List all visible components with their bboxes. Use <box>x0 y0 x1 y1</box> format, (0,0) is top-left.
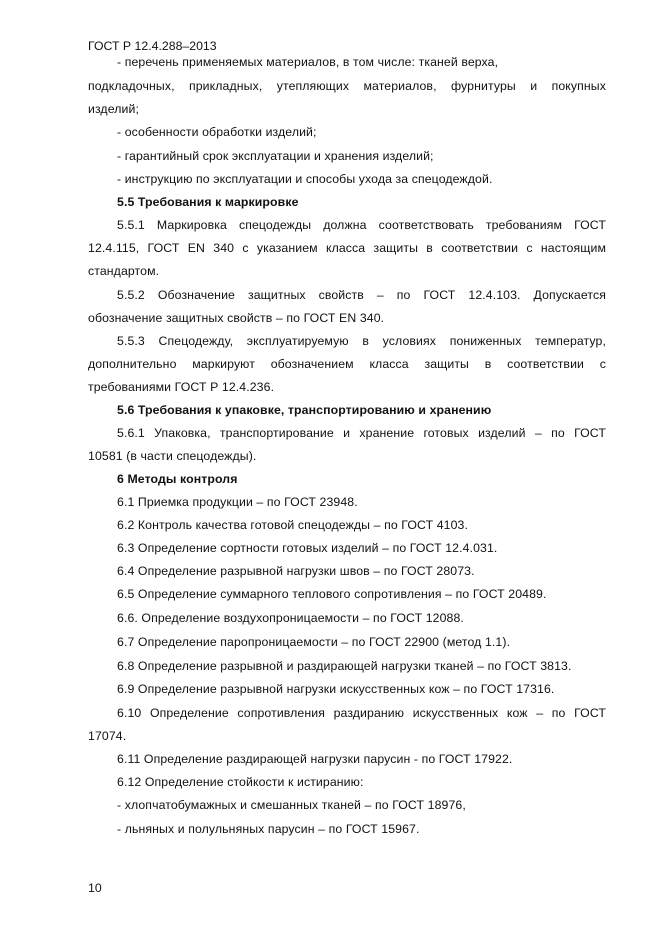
text-line: 6.9 Определение разрывной нагрузки искусственных кож – по ГОСТ 17316. <box>117 682 555 696</box>
text-line: 6.2 Контроль качества готовой спецодежды – по ГОСТ 4103. <box>117 518 468 532</box>
text-line: 6.6. Определение воздухопроницаемости – по ГОСТ 12088. <box>117 611 464 625</box>
text-line: 6.8 Определение разрывной и раздирающей нагрузки тканей – по ГОСТ 3813. <box>117 659 572 673</box>
section-heading: 5.6 Требования к упаковке, транспортированию и хранению <box>117 403 492 417</box>
text-line: 6.12 Определение стойкости к истиранию: <box>117 775 364 789</box>
text-line: 6.4 Определение разрывной нагрузки швов – по ГОСТ 28073. <box>117 564 475 578</box>
text-line: 5.5.2 Обозначение защитных свойств – по ГОСТ 12.4.103. Допускается <box>117 288 606 302</box>
text-line: 10581 (в части спецодежды). <box>88 449 257 463</box>
document-header: ГОСТ Р 12.4.288–2013 <box>88 39 217 53</box>
text-line: 6.3 Определение сортности готовых изделий – по ГОСТ 12.4.031. <box>117 541 498 555</box>
section-heading: 5.5 Требования к маркировке <box>117 195 299 209</box>
text-line: стандартом. <box>88 264 160 278</box>
list-item: - инструкцию по эксплуатации и способы ухода за спецодеждой. <box>117 172 493 186</box>
page-number: 10 <box>88 881 102 895</box>
text-line: изделий; <box>88 102 139 116</box>
text-line: 6.10 Определение сопротивления раздиранию искусственных кож – по ГОСТ <box>117 706 606 720</box>
section-heading: 6 Методы контроля <box>117 472 238 486</box>
text-line: 5.5.1 Маркировка спецодежды должна соответствовать требованиям ГОСТ <box>117 218 606 232</box>
text-line: 6.7 Определение паропроницаемости – по ГОСТ 22900 (метод 1.1). <box>117 635 511 649</box>
text-line: 6.5 Определение суммарного теплового сопротивления – по ГОСТ 20489. <box>117 587 547 601</box>
text-line: 6.1 Приемка продукции – по ГОСТ 23948. <box>117 495 358 509</box>
list-item: - хлопчатобумажных и смешанных тканей – по ГОСТ 18976, <box>117 798 466 812</box>
text-line: 5.6.1 Упаковка, транспортирование и хранение готовых изделий – по ГОСТ <box>117 426 606 440</box>
text-line: 12.4.115, ГОСТ EN 340 с указанием класса защиты в соответствии с настоящим <box>88 241 606 255</box>
text-line: 17074. <box>88 729 127 743</box>
list-item: - льняных и полульняных парусин – по ГОСТ 15967. <box>117 822 420 836</box>
text-line: подкладочных, прикладных, утепляющих материалов, фурнитуры и покупных <box>88 79 606 93</box>
list-item: - особенности обработки изделий; <box>117 125 317 139</box>
text-line: 6.11 Определение раздирающей нагрузки парусин - по ГОСТ 17922. <box>117 752 513 766</box>
list-item: - гарантийный срок эксплуатации и хранения изделий; <box>117 149 434 163</box>
text-line: обозначение защитных свойств – по ГОСТ EN 340. <box>88 311 385 325</box>
list-item: - перечень применяемых материалов, в том числе: тканей верха, <box>117 55 499 69</box>
text-line: дополнительно маркируют обозначением класса защиты в соответствии с <box>88 357 606 371</box>
text-line: требованиями ГОСТ Р 12.4.236. <box>88 380 275 394</box>
text-line: 5.5.3 Спецодежду, эксплуатируемую в условиях пониженных температур, <box>117 334 606 348</box>
